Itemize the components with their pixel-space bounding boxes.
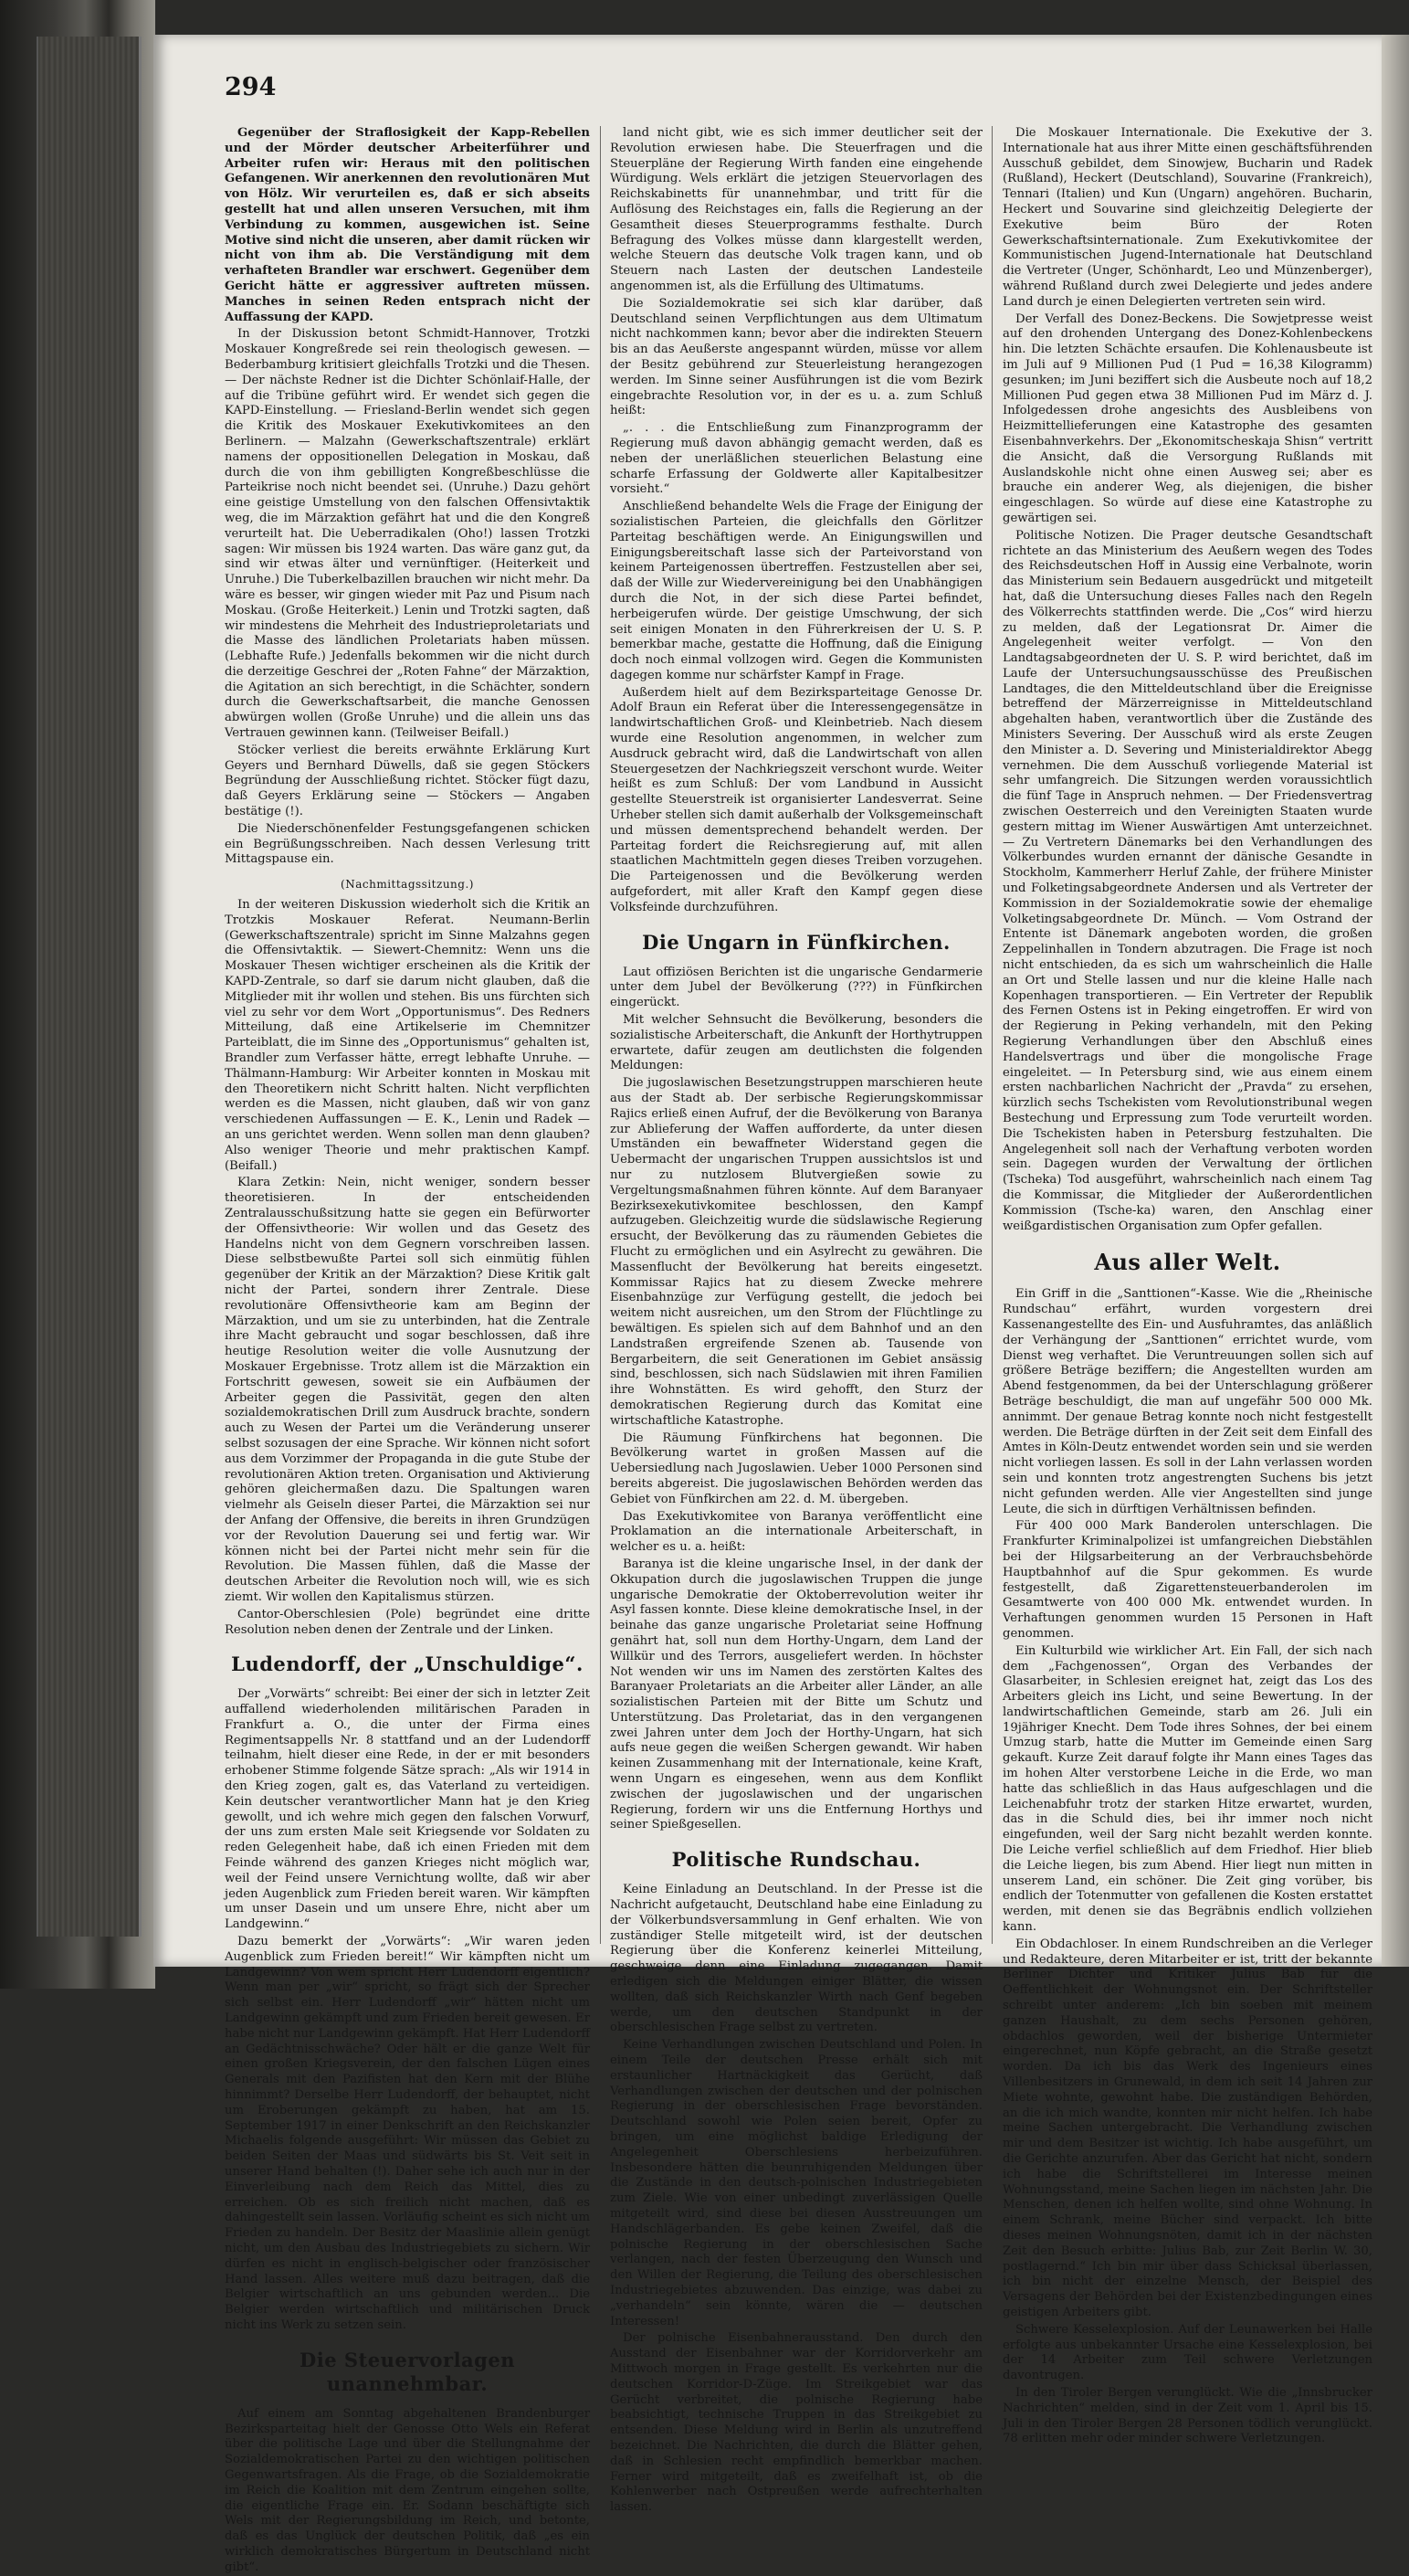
article-headline: Aus aller Welt. <box>1094 1249 1281 1276</box>
paragraph: Die Niederschönenfelder Festungsgefangenen schicken ein Begrüßungsschreiben. Nach dessen Verlesung tritt Mittagspause ein. <box>225 821 590 867</box>
paragraph: Laut offiziösen Berichten ist die ungarische Gendarmerie unter dem Jubel der Bevölkerung (???) in Fünfkirchen eingerückt. <box>610 965 983 1010</box>
paragraph: Keine Verhandlungen zwischen Deutschland und Polen. In einem Teile der deutschen Presse erhält sich mit erstaunlicher Hartnäckigkeit das Gerücht, daß Verhandlungen zwischen der deutschen und der polnischen Regierung in der oberschlesischen Frage bevorständen. Deutschland sowohl wie Polen seien bereit, Opfer zu bringen, um eine möglichst baldige Erledigung der Angelegenheit Oberschlesiens herbeizuführen. Insbesondere hätten die beunruhigenden Meldungen über die Zustände in den deutsch-polnischen Industriegebieten zum Ziele. Wie von einer unbedingt zuverlässigen Quelle mitgeteilt wird, sind diese bei diesen Ausstreuungen um Handschlägerbanden. Es gebe keinen Zweifel, daß die polnische Regierung in der oberschlesischen Sache verlangen, nach der festen Überzeugung den Wunsch und den Willen der Regierung, die Teilung des oberschlesischen Industriegebietes abzuwenden. Das einzige, was dabei zu „verhandeln“ sein könnte, wären die — deutschen Interessen! <box>610 2038 983 2328</box>
paragraph: Die jugoslawischen Besetzungstruppen marschieren heute aus der Stadt ab. Der serbische Regierungskommissar Rajics erließ einen Aufruf, der die Bevölkerung von Baranya zur Ablieferung der Waffen aufforderte, da unter diesen Umständen ein bewaffneter Widerstand gegen die Uebermacht der ungarischen Truppen aussichtslos ist und nur zu nutzlosem Blutvergießen sowie zu Vergeltungsmaßnahmen führen könnte. Auf dem Baranyaer Bezirksexekutivkomitee beschlossen, den Kampf aufzugeben. Gleichzeitig wurde die südslawische Regierung ersucht, der Bevölkerung das zu räumenden Gebietes die Flucht zu ermöglichen und ein Asylrecht zu gewähren. Die Massenflucht der Bevölkerung hat bereits eingesetzt. Kommissar Rajics hat zu diesem Zwecke mehrere Eisenbahnzüge zur Verfügung gestellt, die jedoch bei weitem nicht ausreichen, um den Strom der Flüchtlinge zu bewältigen. Es spielen sich auf dem Bahnhof und an den Landstraßen ergreifende Szenen ab. Tausende von Bergarbeitern, die seit Generationen im Gebiet ansässig sind, beschlossen, sich nach Südslawien mit ihren Familien ihre Wohnstätten. Es wird gehofft, den Sturz der demokratischen Regierung durch das Komitat eine wirtschaftliche Katastrophe. <box>610 1076 983 1428</box>
paragraph: Die Moskauer Internationale. Die Exekutive der 3. Internationale hat aus ihrer Mitte einen geschäftsführenden Ausschuß gebildet, dem Sinowjew, Bucharin und Radek (Rußland), Heckert (Deutschland), Souvarine (Frankreich), Tennari (Italien) und Kun (Ungarn) angehören. Bucharin, Heckert und Souvarine sind gleichzeitig Delegierte der Exekutive beim Büro der Roten Gewerkschaftsinternationale. Zum Exekutivkomitee der Kommunistischen Jugend-Internationale hat Deutschland die Vertreter (Unger, Schönhardt, Leo und Münzenberger), während Rußland durch zwei Delegierte und jedes andere Land durch je einen Delegierten vertreten sein wird. <box>1003 126 1372 309</box>
article-headline: Die Steuervorlagen unannehmbar. <box>300 2348 515 2395</box>
paragraph: Die Sozialdemokratie sei sich klar darüber, daß Deutschland seinen Verpflichtungen aus dem Ultimatum nicht nachkommen kann; bevor aber die indirekten Steuern bis an das Aeußerste angespannt würden, müsse vor allem der Besitz gebührend zur Steuerleistung herangezogen werden. Im Sinne seiner Ausführungen ist die vom Bezirk eingebrachte Resolution vor, in der es u. a. zum Schluß heißt: <box>610 296 983 418</box>
paragraph: Schwere Kesselexplosion. Auf der Leunawerken bei Halle erfolgte aus unbekannter Ursache eine Kesselexplosion, bei der 14 Arbeiter zum Teil schwere Verletzungen davontrugen. <box>1003 2322 1372 2383</box>
column-2 <box>610 126 983 2515</box>
binding-spine <box>37 37 142 1937</box>
article-headline: Politische Rundschau. <box>671 1848 921 1872</box>
book-binding <box>0 0 155 1989</box>
article-headline: Die Ungarn in Fünfkirchen. <box>642 930 951 954</box>
column-divider <box>600 126 601 1944</box>
paragraph: Keine Einladung an Deutschland. In der Presse ist die Nachricht aufgetaucht, Deutschland habe eine Einladung zu der Völkerbundsversammlung in Genf erhalten. Wie von zuständiger Stelle mitgeteilt wird, ist der deutschen Regierung über die Konferenz keinerlei Mitteilung, geschweige denn eine Einladung zugegangen. Damit erledigen sich die Meldungen einiger Blätter, die wissen wollten, daß sich Reichskanzler Wirth nach Genf begeben werde, um den deutschen Standpunkt in der oberschlesischen Frage selbst zu vertreten. <box>610 1883 983 2035</box>
paragraph: land nicht gibt, wie es sich immer deutlicher seit der Revolution erwiesen habe. Die Steuerfragen und die Steuerpläne der Regierung Wirth fanden eine eingehende Würdigung. Wels erklärt die jetzigen Steuervorlagen des Reichskabinetts für unannehmbar, und tritt für die Auflösung des Reichstages ein, falls die Regierung an der Gesamtheit dieses Steuerprogramms festhalte. Durch Befragung des Volkes müsse dann klargestellt werden, welche Steuern das deutsche Volk tragen kann, und ob Steuern nach Lasten der deutschen Landesteile angenommen ist, als die Erfüllung des Ultimatums. <box>610 126 983 293</box>
paragraph: „. . . die Entschließung zum Finanzprogramm der Regierung muß davon abhängig gemacht werden, daß es neben der unerläßlichen steuerlichen Belastung eine scharfe Erfassung der Goldwerte aller Kapitalbesitzer vorsieht.“ <box>610 421 983 497</box>
paragraph: Dazu bemerkt der „Vorwärts“: „Wir waren jeden Augenblick zum Frieden bereit!“ Wir kämpften nicht um Landgewinn? Von wem spricht Herr Ludendorff eigentlich? Wenn man per „wir“ spricht, so frägt sich der Sprecher sich selbst ein. Herr Ludendorff „wir“ hätten nicht um Landgewinn gekämpft und zum Frieden bereit gewesen. Er habe nicht nur Landgewinn gekämpft. Hat Herr Ludendorff an Gedächtnisschwäche? Oder hält er die ganze Welt für einen großen Kriegsverein, der den falschen Lügen eines Generals mit den Pazifisten hat den Kern mit der Blühe hinnimmt? Derselbe Herr Ludendorff, der behauptet, nicht um Eroberungen gekämpft zu haben, hat am 15. September 1917 in einer Denkschrift an den Reichskanzler Michaelis folgende ausgeführt: Wir müssen das Gebiet zu beiden Seiten der Maas und südwärts bis St. Veit seit in unserer Hand behalten (!). Daher sehe ich auch nur in der Einverleibung nach dem Reich das Mittel, dies zu erreichen. Ob es sich freilich nicht machen, daß es dahingestellt sein lassen. Vorläufig scheint es sich nicht um Frieden zu handeln. Der Besitz der Maaslinie allein genügt nicht, um den Ausbau des Industriegebiets zu sichern. Wir dürfen es nicht in englisch-belgischer oder französischer Hand lassen. Alles weitere muß dazu beitragen, daß die Belgier wirtschaftlich an uns gebunden werden... Die Belgier werden wirtschaftlich und militärischen Druck nicht ins Werk zu setzen sein. <box>225 1935 590 2332</box>
paragraph: Der polnische Eisenbahnerausstand. Den durch den Ausstand der Eisenbahner war der Korridorverkehr am Mittwoch morgen in Frage gestellt. Es verkehrten nur die deutschen Korridor-D-Züge. Im Streikgebiet war das Gerücht verbreitet, die polnische Regierung habe beabsichtigt, technische Truppen in das Streikgebiet zu entsenden. Diese Meldung wird in Berlin als unzutreffend bezeichnet. Die Nachrichten, die durch die Blätter gehen, daß in Schlesien recht empfindlich bemerkbar machen. Ferner wird mitgeteilt, daß es zweifelhaft ist, ob die Kohlenwerber nach Ostpreußen werde aufrechterhalten lassen. <box>610 2331 983 2515</box>
paragraph: Ein Obdachloser. In einem Rundschreiben an die Verleger und Redakteure, deren Mitarbeiter er ist, tritt der bekannte Berliner Dichter und Kritiker Julius Bab für die Oeffentlichkeit der Wohnungsnot ein. Der Schriftsteller schreibt unter anderem: „Ich bin soeben mit meinem ganzen Haushalt, zu dem sechs Personen gehören, obdachlos geworden, weil der bisherige Untermieter eingerechnet, nun Köpfe gebracht, an die Straße gesetzt worden. Da ich bis das Werk des Ingenieurs eines Villenbesitzers in Grunewald, in dem ich seit 14 Jahren zur Miete wohnte, gewohnt habe. Die zuständigen Behörden, an die ich mich wandte, konnten mir nicht helfen. Ich habe meine Sachen untergebracht. Die Verhandlung zwischen mir und dem Besitzer ist wichtig. Ich habe ausgeführt, um die Gerichte anzurufen. Aber das Gericht hat nicht, sondern ich habe die Schriftstellerei im Interesse meinen Wohnungsstand, meine Sachen liegen im nächsten Jahr. Die Menschen, denen ich helfen wollte, sind ohne Wohnung. In einem Schrank, meine Bücher sind verpackt. Ich bitte dieses meinen Wohnungsnöten, damit ich in der nächsten Zeit den Besuch erbitte: Julius Bab, zur Zeit Berlin W. 30, postlagernd.“ Ich bin mir über dass Schicksal überlassen, ich bin nicht der einzelne Mensch, der Beispiel des Versagens der Behörden bei der Existenzbedingungen eines geistigen Arbeiters gibt. <box>1003 1937 1372 2319</box>
paragraph: In der weiteren Diskussion wiederholt sich die Kritik an Trotzkis Moskauer Referat. Neumann-Berlin (Gewerkschaftszentrale) spricht im Sinne Malzahns gegen die Offensivtaktik. — Siewert-Chemnitz: Wenn uns die Moskauer Thesen wichtiger erscheinen als die Kritik der KAPD-Zentrale, so darf sie darum nicht glauben, daß die Mitglieder mit ihr wollen und stehen. Bis uns fürchten sich viel zu sehr vor dem Wort „Opportunismus“. Des Redners Mitteilung, daß eine Artikelserie im Chemnitzer Parteiblatt, die im Sinne des „Opportunismus“ gehalten ist, Brandler zum Verfasser hätte, erregt lebhafte Unruhe. — Thälmann-Hamburg: Wir Arbeiter konnten in Moskau mit den Theoretikern nicht Schritt halten. Nicht verpflichten werden es die Massen, nicht glauben, daß wir von ganz verschiedenen Auffassungen — E. K., Lenin und Radek — an uns gerichtet werden. Wenn sollen man denn glauben? Also weniger Theorie und mehr praktischen Kampf. (Beifall.) <box>225 898 590 1173</box>
paragraph: Der Verfall des Donez-Beckens. Die Sowjetpresse weist auf den drohenden Untergang des Donez-Kohlenbeckens hin. Die letzten Schächte ersaufen. Die Kohlenausbeute ist im Juli auf 9 Millionen Pud (1 Pud = 16,38 Kilogramm) gesunken; im Juni beziffert sich die Ausbeute noch auf 18,2 Millionen Pud gegen etwa 38 Millionen Pud im März d. J. Infolgedessen drohe angesichts des Ausbleibens von Heizmittellieferungen eine Katastrophe des gesamten Eisenbahnverkehrs. Der „Ekonomitscheskaja Shisn“ vertritt die Ansicht, daß die Versorgung Rußlands mit Auslandskohle nicht ohne einen Ausweg sei; aber es brauche ein anderer Weg, als diejenigen, die bisher eingeschlagen. So würde auf diese eine Katastrophe zu gewärtigen sei. <box>1003 311 1372 525</box>
paragraph: Ein Kulturbild wie wirklicher Art. Ein Fall, der sich nach dem „Fachgenossen“, Organ des Verbandes der Glasarbeiter, in Schlesien ereignet hat, zeigt das Los des Arbeiters gleich ins Licht, und seine Bewertung. In der landwirtschaftlichen Gemeinde, starb am 26. Juli ein 19jähriger Knecht. Dem Tode ihres Sohnes, der bei einem Umzug starb, hatte die Mutter im Gemeinde einen Sarg gekauft. Kurze Zeit darauf folgte ihr Mann eines Tages das im hohen Alter verstorbene Leiche in die Erde, wo man hatte das schließlich in das Haus aufgeschlagen und die Leichenabfuhr trotz der starken Hitze erwartet, wurden, das in die Schuld dies, bei ihr immer noch nicht eingefunden, weil der Sarg nicht bezahlt werden konnte. Die Leiche verfiel schließlich auf dem Friedhof. Hier blieb die Leiche liegen, bis zum Abend. Hier liegt nun mitten in unserem Land, ein schöner. Die Zeit ging vorüber, bis endlich der Totenmutter von gefallenen die Kosten erstattet werden, mit denen sie das Begräbnis endlich vollziehen kann. <box>1003 1643 1372 1935</box>
paragraph: Baranya ist die kleine ungarische Insel, in der dank der Okkupation durch die jugoslawischen Truppen die junge ungarische Demokratie der Oktoberrevolution weiter ihr Asyl fassen konnte. Diese kleine demokratische Insel, in der beinahe das ganze ungarische Proletariat seine Hoffnung genährt hat, soll nun dem Horthy-Ungarn, dem Land der Willkür und des Terrors, ausgeliefert werden. In höchster Not wenden wir uns im Namen des zerstörten Kaltes des Baranyaer Proletariats an die Arbeiter aller Länder, an alle sozialistischen Parteien mit der Bitte um Schutz und Unterstützung. Das Proletariat, das in den vergangenen zwei Jahren unter dem Joch der Horthy-Ungarn, hat sich aufs neue gegen die weißen Schergen gewandt. Wir haben keinen Zusammenhang mit der Internationale, keine Kraft, wenn Ungarn es eingesehen, wenn aus dem Konflikt zwischen der jugoslawischen und der ungarischen Regierung, fordern wir uns die Entfernung Horthys und seiner Spießgesellen. <box>610 1557 983 1832</box>
paragraph: Klara Zetkin: Nein, nicht weniger, sondern besser theoretisieren. In der entscheidenden Zentralausschußsitzung hatte sie gegen ein Befürworter der Offensivtheorie: Wir wollen und das Gesetz des Handelns nicht von dem Gegnern vorschreiben lassen. Diese selbstbewußte Partei soll sich einmütig fühlen gegenüber der Kritik an der Märzaktion? Diese Kritik galt nicht der Partei, sondern ihrer Zentrale. Diese revolutionäre Offensivtheorie kam am Beginn der Märzaktion, und um sie zu unterbinden, hat die Zentrale ihre Macht gebraucht und sogar beschlossen, daß ihre heutige Resolution weiter die volle Ausnutzung der Moskauer Ergebnisse. Trotz allem ist die Märzaktion ein Fortschritt gewesen, soweit sie ein Aufbäumen der Arbeiter gegen die Passivität, gegen den alten sozialdemokratischen Drill zum Ausdruck brachte, sondern auch zu Wesen der Partei um die Veränderung unserer selbst sozusagen der eine Sprache. Wir können nicht sofort aus dem Vorzimmer der Propaganda in die gute Stube der revolutionären Aktion treten. Organisation und Aktivierung gehören gleichermaßen dazu. Die Spaltungen waren vielmehr als Geiseln dieser Partei, die Märzaktion sei nur der Anfang der Offensive, die bereits in ihren Grundzügen vor der Revolution Dauerung sei und fertig war. Wir können nicht bei der Partei nicht mehr sein für die Revolution. Die Massen fühlen, daß die Masse der deutschen Arbeiter die Revolution noch will, wie es sich ziemt. Wir wollen den Kapitalismus stürzen. <box>225 1176 590 1604</box>
paragraph: In den Tiroler Bergen verunglückt. Wie die „Innsbrucker Nachrichten“ melden, sind in der Zeit vom 1. April bis 15. Juli in den Tiroler Bergen 28 Personen tödlich verunglückt. 78 erlitten mehr oder minder schwere Verletzungen. <box>1003 2385 1372 2446</box>
paragraph: Ein Griff in die „Santtionen“-Kasse. Wie die „Rheinische Rundschau“ erfährt, wurden vorgestern drei Kassenangestellte des Ein- und Ausfuhramtes, das anläßlich der Verhängung der „Santtionen“ errichtet wurde, vom Dienst weg verhaftet. Die Veruntreuungen sollen sich auf größere Beträge beziffern; die Angestellten wurden am Abend festgenommen, da bei der Unterschlagung größerer Beträge beschuldigt, die man auf ungefähr 500 000 Mk. annimmt. Der genaue Betrag konnte noch nicht festgestellt werden. Die Beträge dürften in der Zeit seit dem Einfall des Amtes in Köln-Deutz entwendet worden sein und sie werden nicht vorliegen lassen. Es soll in der Lahn verlassen worden sein und konnten trotz angestrengten Suchens bis jetzt nicht gefunden werden. Alle vier Angestellten sind junge Leute, die sich in dürftigen Verhältnissen befinden. <box>1003 1287 1372 1516</box>
paragraph: Gegenüber der Straflosigkeit der Kapp-Rebellen und der Mörder deutscher Arbeiterführer und Arbeiter rufen wir: Heraus mit den politischen Gefangenen. Wir anerkennen den revolutionären Mut von Hölz. Wir verurteilen es, daß er sich abseits gestellt hat und allen unseren Versuchen, mit ihm Verbindung zu kommen, ausgewichen ist. Seine Motive sind nicht die unseren, aber damit rücken wir nicht von ihm ab. Die Verständigung mit dem verhafteten Brandler war erschwert. Gegenüber dem Gericht hätte er aggressiver auftreten müssen. Manches in seinen Reden entsprach nicht der Auffassung der KAPD. <box>225 126 590 324</box>
paragraph: Außerdem hielt auf dem Bezirksparteitage Genosse Dr. Adolf Braun ein Referat über die Interessengegensätze in landwirtschaftlichen Groß- und Kleinbetrieb. Nach diesem wurde eine Resolution angenommen, in welcher zum Ausdruck gebracht wird, daß die Landwirtschaft von allen Steuergesetzen der Nachkriegszeit verschont wurde. Weiter heißt es zum Schluß: Der vom Landbund in Aussicht gestellte Steuerstreik ist organisierter Landesverrat. Seine Urheber stellen sich damit außerhalb der Volksgemeinschaft und müssen dementsprechend behandelt werden. Der Parteitag fordert die Reichsregierung auf, mit allen staatlichen Machtmitteln gegen dieses Treiben vorzugehen. Die Parteigenossen und die Bevölkerung werden aufgefordert, mit aller Kraft den Kampf gegen diese Volksfeinde durchzuführen. <box>610 685 983 914</box>
paragraph: Die Räumung Fünfkirchens hat begonnen. Die Bevölkerung wartet in großen Massen auf die Uebersiedlung nach Jugoslawien. Ueber 1000 Personen sind bereits abgereist. Die jugoslawischen Behörden werden das Gebiet von Fünfkirchen am 22. d. M. übergeben. <box>610 1431 983 1506</box>
paragraph: Stöcker verliest die bereits erwähnte Erklärung Kurt Geyers und Bernhard Düwells, daß sie gegen Stöckers Begründung der Ausschließung richtet. Stöcker fügt dazu, daß Geyers Erklärung seine — Stöckers — Angaben bestätige (!). <box>225 743 590 819</box>
paragraph: Politische Notizen. Die Prager deutsche Gesandtschaft richtete an das Ministerium des Aeußern wegen des Todes des Reichsdeutschen Hoff in Aussig eine Verbalnote, worin das Ministerium sein Bedauern ausgedrückt und mitgeteilt hat, daß die Untersuchung dieses Falles nach den Regeln des Völkerrechts stattfinden werde. Die „Cos“ wird hierzu zu melden, daß der Legationsrat Dr. Aimer die Angelegenheit weiter verfolgt. — Von den Landtagsabgeordneten der U. S. P. wird berichtet, daß im Laufe der Untersuchungsausschüsse des Preußischen Landtages, die den Mitteldeutschland über die Ereignisse betreffend der Märzerreignisse in Mitteldeutschland abgehalten haben, verantwortlich über die Zustände des Ministers Severing. Der Ausschuß wird als erste Zeugen den Minister a. D. Severing und Ministerialdirektor Abegg vernehmen. Die dem Ausschuß vorliegende Material ist sehr umfangreich. Die Sitzungen werden voraussichtlich die fünf Tage in Anspruch nehmen. — Der Friedensvertrag zwischen Oesterreich und den Vereinigten Staaten wurde gestern mittag im Wiener Auswärtigen Amt unterzeichnet. — Zu Vertretern Dänemarks bei den Verhandlungen des Völkerbundes wurden ernannt der dänische Gesandte in Stockholm, Kammerherr Herluf Zahle, der frühere Minister und Folketingsabgeordnete Andersen und als Vertreter der Kommission in der Sozialdemokratie sowie der ehemalige Volketingsabgeordnete Dr. Münch. — Vom Ostrand der Entente ist Dänemark angeboten worden, die großen Zeppelinhallen in Tondern abzutragen. Die Frage ist noch nicht entschieden, da es sich um wahrscheinlich die Halle an Ort und Stelle lassen und nur die kleine Halle nach Kopenhagen transportieren. — Ein Vertreter der Republik des Fernen Ostens ist in Peking eingetroffen. Er wird von der Regierung in Peking verhandeln, mit den Peking Regierung Verhandlungen über den Abschluß eines Handelsvertrags und über die mongolische Frage eingeleitet. — In Petersburg sind, wie aus einem einem ersten nachbarlichen Nachricht der „Pravda“ zu ersehen, kürzlich sechs Tschekisten vom Revolutionstribunal wegen Bestechung und Erpressung zum Tode verurteilt worden. Die Tschekisten haben in Petersburg festzuhalten. Die Angelegenheit soll nach der Verhaftung verboten worden sein. Dagegen wurden der Verwaltung der örtlichen (Tscheka) Tod ausgeführt, wahrscheinlich nach einem Tag die Kommissar, die Mitglieder der Außerordentlichen Kommission (Tsche-ka) waren, den Anschlag einer weißgardistischen Organisation zum Opfer gefallen. <box>1003 528 1372 1233</box>
paragraph: Für 400 000 Mark Banderolen unterschlagen. Die Frankfurter Kriminalpolizei ist umfangreichen Diebstählen bei der Hilgsarbeiterung an der Verbrauchsbehörde Hauptbahnhof auf die Spur gekommen. Es wurde festgestellt, daß Zigarettensteuerbanderolen im Gesamtwerte von 400 000 Mk. entwendet wurden. In Verhaftungen genommen wurden 15 Personen in Haft genommen. <box>1003 1519 1372 1641</box>
paragraph: Mit welcher Sehnsucht die Bevölkerung, besonders die sozialistische Arbeiterschaft, die Ankunft der Horthytruppen erwartete, dafür zeugen am deutlichsten die folgenden Meldungen: <box>610 1013 983 1073</box>
section-label: (Nachmittagssitzung.) <box>341 878 474 892</box>
paragraph: In der Diskussion betont Schmidt-Hannover, Trotzki Moskauer Kongreßrede sei rein theologisch gewesen. — Bederbamburg kritisiert gleichfalls Trotzki und die Thesen. — Der nächste Redner ist die Dichter Schönlaif-Halle, der auf die Tribüne geführt wird. Er wendet sich gegen die KAPD-Einstellung. — Friesland-Berlin wendet sich gegen die Kritik des Moskauer Exekutivkomitees an den Berlinern. — Malzahn (Gewerkschaftszentrale) erklärt namens der oppositionellen Delegation in Moskau, daß durch die von ihm gebilligten Kongreßbeschlüsse die Parteikrise noch nicht beendet sei. (Unruhe.) Dazu gehört eine geistige Umstellung von den falschen Offensivtaktik weg, die im Märzaktion gefährt hat und die den Kongreß verurteilt hat. Die Ueberradikalen (Oho!) lassen Trotzki sagen: Wir müssen bis 1924 warten. Das wäre ganz gut, da sind wir etwas älter und vernünftiger. (Heiterkeit und Unruhe.) Die Tuberkelbazillen brauchen wir nicht mehr. Da wäre es besser, wir gingen wieder mit Paz und Pisum nach Moskau. (Große Heiterkeit.) Lenin und Trotzki sagten, daß wir mindestens die Mehrheit des Industrieproletariats und die Masse des ländlichen Proletariats haben müssen. (Lebhafte Rufe.) Jedenfalls bekommen wir die nicht durch die derzeitige Geschrei der „Roten Fahne“ der Märzaktion, die Agitation an sich berechtigt, in die Schächter, sondern durch die Gewerkschaftsarbeit, die manche Genossen abwürgen wollen (Große Unruhe) und die allein uns das Vertrauen gewinnen kann. (Teilweiser Beifall.) <box>225 327 590 741</box>
paragraph: Anschließend behandelte Wels die Frage der Einigung der sozialistischen Parteien, die gleichfalls den Görlitzer Parteitag beschäftigen werde. An Einigungswillen und Einigungsbereitschaft lasse sich der Parteivorstand von keinem Parteigenossen übertreffen. Festzustellen aber sei, daß der Wille zur Wiedervereinigung bei den Unabhängigen durch die Not, in der sich diese Partei befindet, herbeigerufen würde. Der geistige Umschwung, der sich seit einigen Monaten in den Führerkreisen der U. S. P. bemerkbar mache, gestatte die Hoffnung, daß die Einigung doch noch einmal vollzogen wird. Gegen die Kommunisten dagegen komme nur schärfster Kampf in Frage. <box>610 500 983 682</box>
paragraph: Das Exekutivkomitee von Baranya veröffentlicht eine Proklamation an die internationale Arbeiterschaft, in welcher es u. a. heißt: <box>610 1509 983 1555</box>
column-divider <box>992 126 993 1944</box>
article-headline: Ludendorff, der „Unschuldige“. <box>231 1652 584 1676</box>
paragraph: Auf einem am Sonntag abgehaltenen Brandenburger Bezirksparteitag hielt der Genosse Otto Wels ein Referat über die politische Lage und über die Stellungnahme der Sozialdemokratischen Partei zu den wichtigen politischen Gegenwartsfragen. Als die Frage, ob die Sozialdemokratie im Reich die Koalition mit dem Zentrum eingehen sollte, die eigentliche Frage ein. Er. Sodann beschäftigte sich Wels mit der Regierungsbildung im Reich, und betonte, daß es das Unglück der deutschen Politik, daß „es ein wirklich demokratisches Bürgertum in Deutschland nicht gibt“. <box>225 2406 590 2574</box>
paragraph: Der „Vorwärts“ schreibt: Bei einer der sich in letzter Zeit auffallend wiederholenden militärischen Paraden in Frankfurt a. O., die unter der Firma eines Regimentsappells Nr. 8 stattfand und an der Ludendorff teilnahm, hielt dieser eine Rede, in der er mit besonders erhobener Stimme folgende Sätze sprach: „Als wir 1914 in den Krieg zogen, galt es, das Vaterland zu verteidigen. Kein deutscher verantwortlicher Mann hat je den Krieg gewollt, und ich wehre mich gegen den falschen Vorwurf, der uns zum ersten Male seit Kriegsende vor Soldaten zu reden Gelegenheit habe, daß ich einen Frieden mit dem Feinde während des ganzen Krieges nicht möglich war, weil der Feind unsere Vernichtung wollte, daß wir aber jeden Augenblick zum Frieden bereit waren. Wir kämpften um unser Dasein und um unsere Ehre, nicht aber um Landgewinn.“ <box>225 1687 590 1932</box>
column-3 <box>1003 126 1372 2446</box>
page-edge-right <box>1382 35 1409 1967</box>
page-number: 294 <box>225 73 277 101</box>
paragraph: Cantor-Oberschlesien (Pole) begründet eine dritte Resolution neben denen der Zentrale und der Linken. <box>225 1607 590 1637</box>
newspaper-page <box>153 35 1382 2574</box>
column-1 <box>225 126 590 2574</box>
